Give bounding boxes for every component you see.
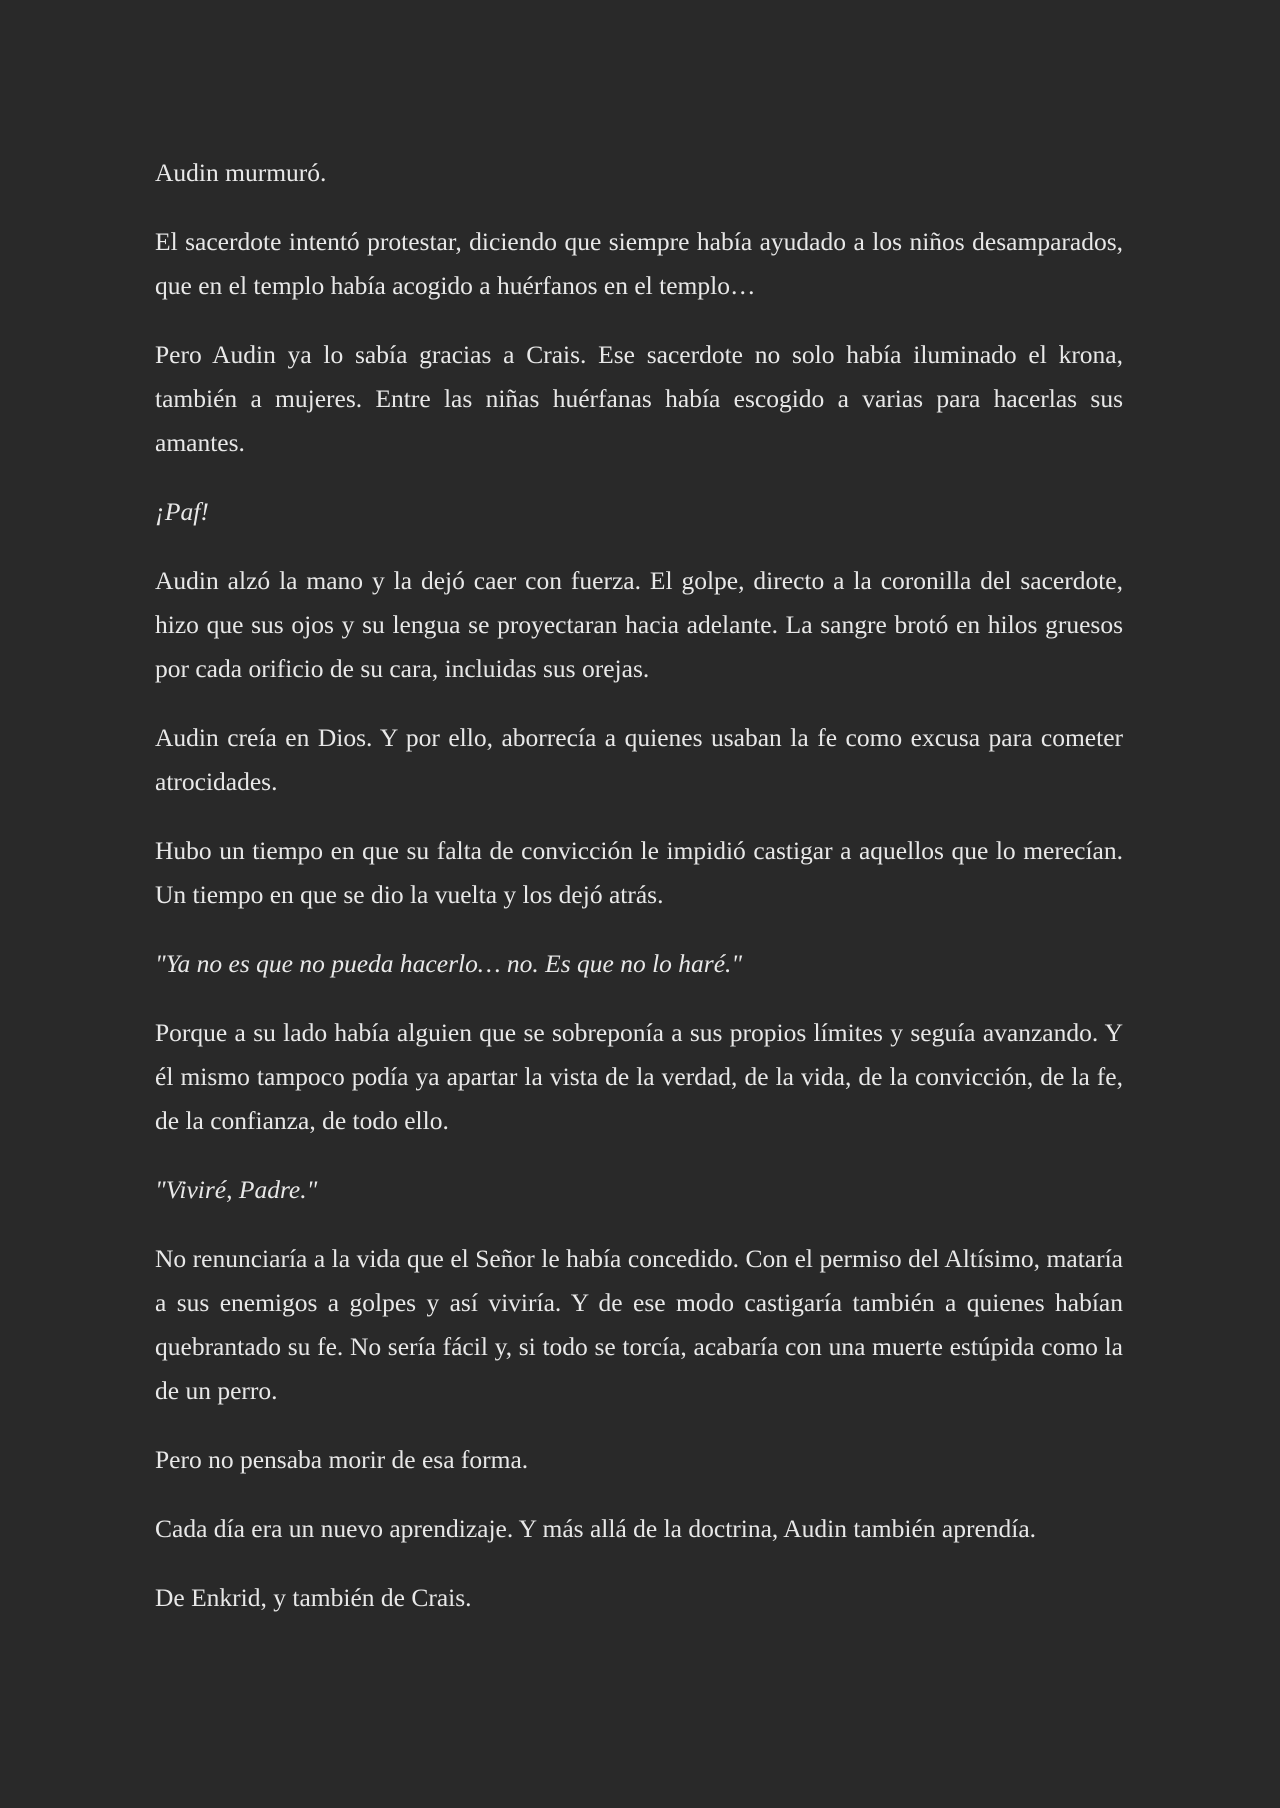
paragraph-8-thought: "Ya no es que no pueda hacerlo… no. Es que no lo haré." bbox=[155, 949, 743, 978]
paragraph-11: No renunciaría a la vida que el Señor le había concedido. Con el permiso del Altísimo, mataría a sus enemigos a golpes y así viviría. Y de ese modo castigaría también a quienes habían quebrantado su fe. No sería fácil y, si todo se torcía, acabaría con una muerte estúpida como la de un perro. bbox=[155, 1244, 1123, 1405]
paragraph-1: Audin murmuró. bbox=[155, 158, 327, 187]
paragraph-10-thought: "Viviré, Padre." bbox=[155, 1175, 318, 1204]
paragraph-2: El sacerdote intentó protestar, diciendo que siempre había ayudado a los niños desamparados, que en el templo había acogido a huérfanos en el templo… bbox=[155, 227, 1123, 300]
paragraph-3: Pero Audin ya lo sabía gracias a Crais. Ese sacerdote no solo había iluminado el krona, también a mujeres. Entre las niñas huérfanas había escogido a varias para hacerlas sus amantes. bbox=[155, 340, 1123, 457]
paragraph-14: De Enkrid, y también de Crais. bbox=[155, 1583, 472, 1612]
document-page bbox=[155, 151, 1123, 1645]
paragraph-6: Audin creía en Dios. Y por ello, aborrecía a quienes usaban la fe como excusa para cometer atrocidades. bbox=[155, 723, 1123, 796]
paragraph-5: Audin alzó la mano y la dejó caer con fuerza. El golpe, directo a la coronilla del sacerdote, hizo que sus ojos y su lengua se proyectaran hacia adelante. La sangre brotó en hilos gruesos por cada orificio de su cara, incluidas sus orejas. bbox=[155, 566, 1123, 683]
paragraph-4-sound-effect: ¡Paf! bbox=[155, 497, 209, 526]
paragraph-7: Hubo un tiempo en que su falta de convicción le impidió castigar a aquellos que lo merecían. Un tiempo en que se dio la vuelta y los dejó atrás. bbox=[155, 836, 1123, 909]
paragraph-12: Pero no pensaba morir de esa forma. bbox=[155, 1445, 529, 1474]
paragraph-13: Cada día era un nuevo aprendizaje. Y más allá de la doctrina, Audin también aprendía. bbox=[155, 1514, 1037, 1543]
paragraph-9: Porque a su lado había alguien que se sobreponía a sus propios límites y seguía avanzando. Y él mismo tampoco podía ya apartar la vista de la verdad, de la vida, de la convicción, de la fe, de la confianza, de todo ello. bbox=[155, 1018, 1123, 1135]
